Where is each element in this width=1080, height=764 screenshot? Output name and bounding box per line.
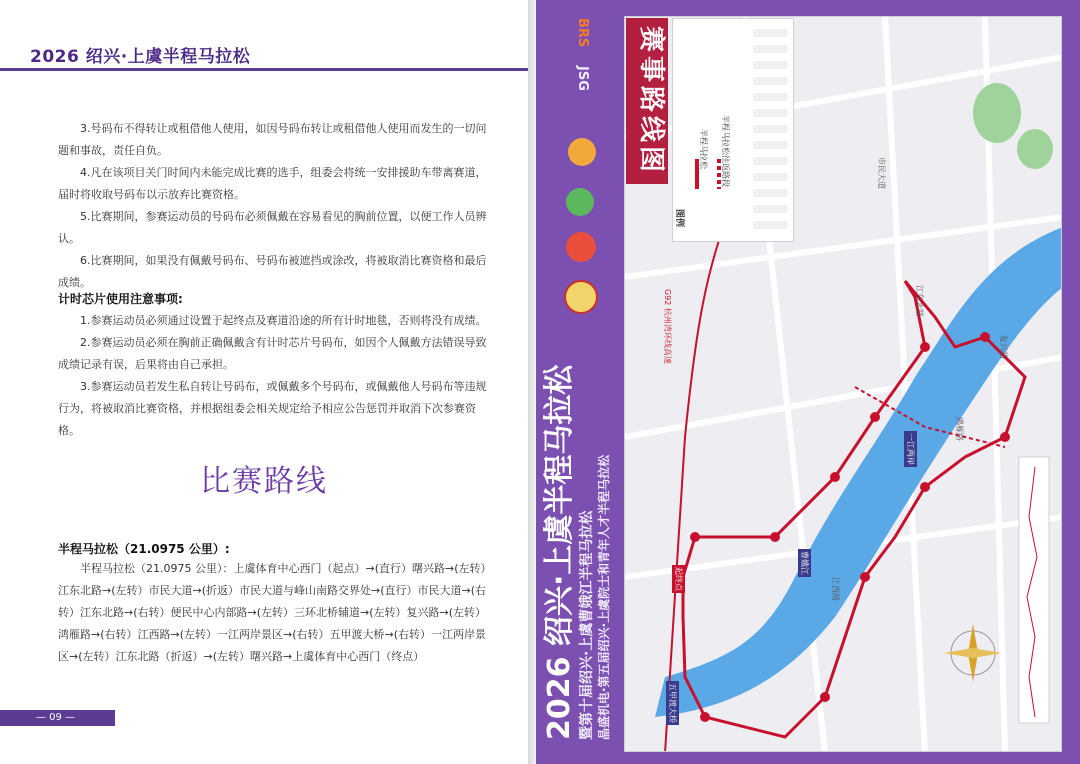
district-tag-2: 曹娥江 xyxy=(800,551,809,575)
emblem-logo xyxy=(564,280,598,314)
vertical-title-main: 2026 绍兴·上虞半程马拉松 xyxy=(542,364,577,740)
map-label-fuxing-lu: 复兴路 xyxy=(999,335,1008,359)
map-label-jiangdong-beilu: 江东北路 xyxy=(915,285,924,317)
vertical-title-sub: 暨第十届绍兴·上虞曹娥江半程马拉松 xyxy=(579,510,595,740)
rule-paragraph-5: 5.比赛期间，参赛运动员的号码布必须佩戴在容易看见的胸前位置，以便工作人员辨认。 xyxy=(58,210,487,245)
page-number: — 09 — xyxy=(0,710,115,726)
map-label-highway: G92 杭州湾环线高速 xyxy=(663,289,672,364)
chip-paragraph-1: 1.参赛运动员必须通过设置于起终点及赛道沿途的所有计时地毯，否则将没有成绩。 xyxy=(80,314,487,327)
district-tag-3: 五甲渡大桥 xyxy=(668,683,677,723)
route-section-title: 比赛路线 xyxy=(200,464,328,499)
district-tag-1: 一江两岸 xyxy=(906,433,915,465)
map-title: 赛事路线图 xyxy=(636,26,666,177)
jsg-logo xyxy=(564,60,596,112)
park-area xyxy=(1017,129,1053,169)
map-legend xyxy=(672,18,794,242)
legend-item-return: 半程马拉松往返路段 xyxy=(721,115,730,187)
rule-paragraph-6: 6.比赛期间，如果没有佩戴号码布、号码布被遮挡或涂改，将被取消比赛资格和最后成绩。 xyxy=(58,254,487,289)
vertical-event-title xyxy=(542,365,612,740)
city-logo xyxy=(566,188,594,216)
header-divider xyxy=(0,68,528,71)
book-spine xyxy=(528,0,536,764)
chip-section-title: 计时芯片使用注意事项: xyxy=(58,292,183,306)
rule-paragraph-3: 3.号码布不得转让或租借他人使用，如因号码布转让或租借他人使用而发生的一切问题和事故，责任自负。 xyxy=(58,122,487,157)
half-marathon-route-text: 半程马拉松（21.0975 公里）：上虞体育中心西门（起点）→(直行）曙兴路→(左转）江东北路→(左转）市民大道→(折返）市民大道与峰山南路交界处→(直行）市民大道→(右转）江东北路→(右转）便民中心内部路→(左转）三环北桥辅道→(左转）复兴路→(左转）鸿雁路→(右转）江西路→(左转）一江两岸景区→(右转）五甲渡大桥→(右转）一江两岸景区→(左转）江东北路（折返）→(左转）曙兴路→上虞体育中心西门（终点） xyxy=(58,562,487,663)
legend-title: 图例 xyxy=(674,209,684,228)
start-finish-tag: 起终点 xyxy=(674,567,683,591)
brs-logo xyxy=(564,14,596,54)
map-label-jiangxi-lu: 江西路 xyxy=(831,577,840,601)
page-header-title: 2026 绍兴·上虞半程马拉松 xyxy=(30,47,251,67)
sponsor-logos xyxy=(556,10,616,310)
half-marathon-title: 半程马拉松（21.0975 公里）: xyxy=(58,542,230,556)
event-mascot-logo xyxy=(566,232,596,262)
park-area xyxy=(973,83,1021,143)
map-title-banner xyxy=(626,18,668,184)
chip-paragraph-3: 3.参赛运动员若发生私自转让号码布，或佩戴多个号码布，或佩戴他人号码布等违规行为，将被取消比赛资格，并根据组委会相关规定给予相应公告惩罚并取消下次参赛资格。 xyxy=(58,380,487,437)
compass-icon xyxy=(942,622,1004,684)
chip-paragraph-2: 2.参赛运动员必须在胸前正确佩戴含有计时芯片号码布，如因个人佩戴方法错误导致成绩记录有误，后果将由自己承担。 xyxy=(58,336,487,371)
elevation-profile xyxy=(1019,457,1049,723)
map-label-shimin-dadao: 市民大道 xyxy=(877,157,886,189)
jsg-logo-text: JSG xyxy=(575,66,590,91)
brs-logo-text: BRS xyxy=(575,18,590,48)
rule-paragraph-4: 4.凡在该项目关门时间内未能完成比赛的选手，组委会将统一安排援助车带离赛道，届时将收取号码布以示放弃比赛资格。 xyxy=(58,166,487,201)
left-page xyxy=(0,0,528,764)
legend-item-half: 半程马拉松 xyxy=(699,129,708,169)
map-label-hongyan-lu: 鸿雁路 xyxy=(955,417,964,441)
legend-description-block xyxy=(753,29,787,233)
runner-logo xyxy=(568,138,596,166)
vertical-title-sub2: 晶盛机电·第五届绍兴·上虞院士和青年人才半程马拉松 xyxy=(597,454,611,740)
